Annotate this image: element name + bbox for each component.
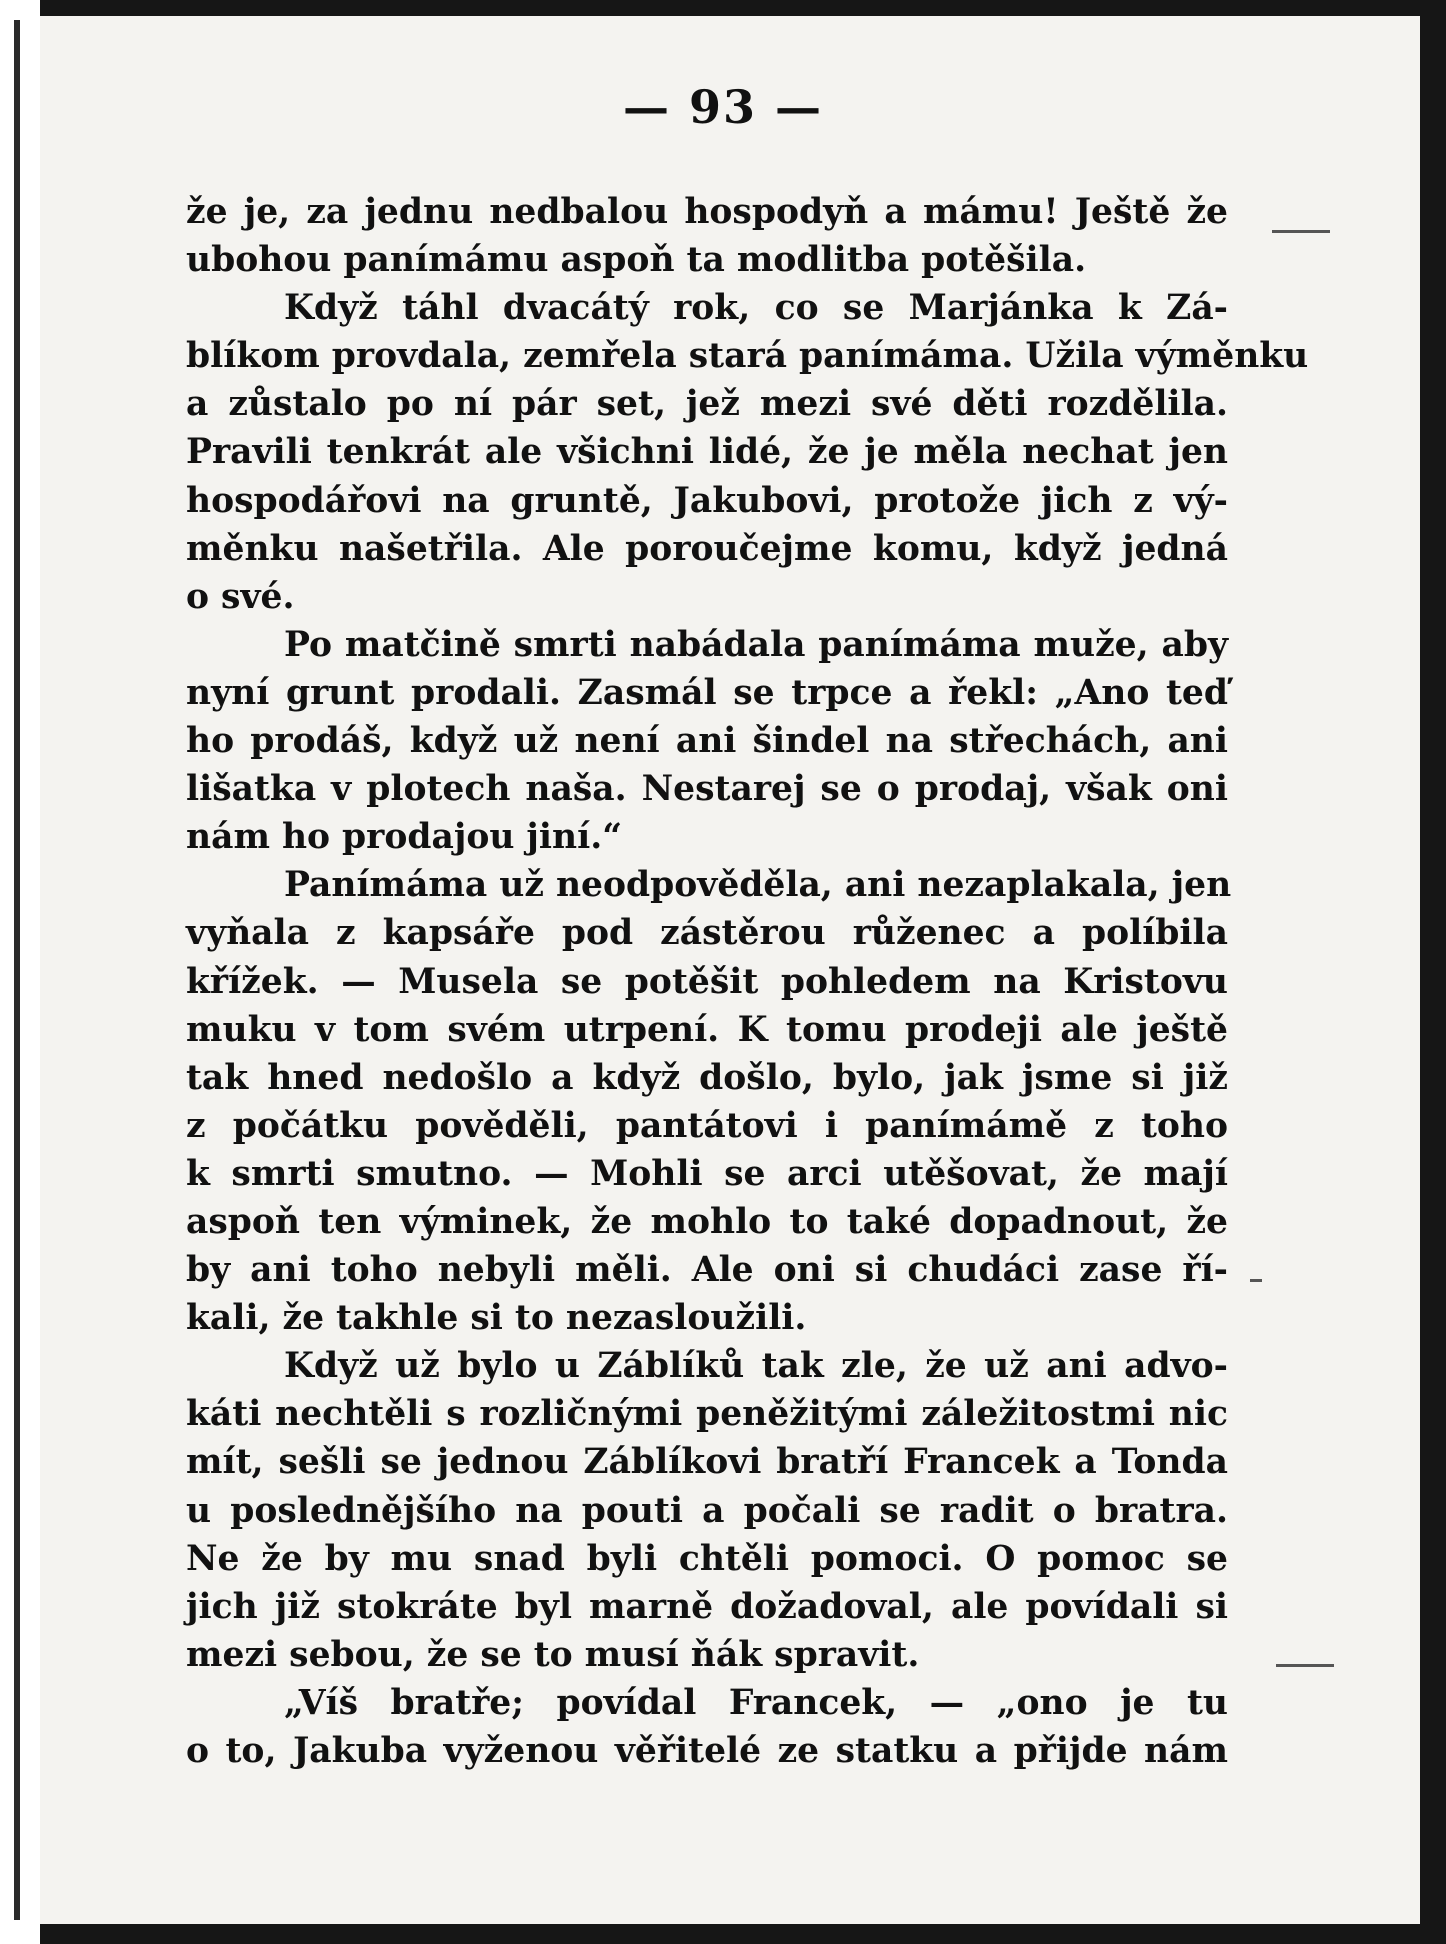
- text-line: nám ho prodajou jiní.“: [186, 817, 623, 858]
- text-line: hospodářovi na gruntě, Jakubovi, protože jich z vý-: [186, 480, 1228, 521]
- text-line: u poslednějšího na pouti a počali se radit o bratra.: [186, 1490, 1228, 1531]
- text-line: Když už bylo u Záblíků tak zle, že už ani advo-: [284, 1346, 1228, 1387]
- text-line: z počátku pověděli, pantátovi i panímámě z toho: [186, 1105, 1228, 1146]
- page-number: — 93 —: [622, 80, 824, 134]
- text-line: mít, sešli se jednou Záblíkovi bratří Francek a Tonda: [186, 1442, 1228, 1483]
- text-line: Když táhl dvacátý rok, co se Marjánka k Zá-: [284, 288, 1228, 329]
- text-line: aspoň ten výminek, že mohlo to také dopadnout, že: [186, 1201, 1228, 1242]
- binding-shadow: [14, 20, 20, 1920]
- text-line: Po matčině smrti nabádala panímáma muže, aby: [284, 624, 1228, 665]
- body-text: [186, 188, 1309, 1775]
- text-line: káti nechtěli s rozličnými peněžitými záležitostmi nic: [186, 1394, 1228, 1435]
- text-line: by ani toho nebyli měli. Ale oni si chudáci zase ří-: [186, 1250, 1228, 1291]
- text-line: kali, že takhle si to nezasloužili.: [186, 1298, 807, 1339]
- text-line: o to, Jakuba vyženou věřitelé ze statku a přijde nám: [186, 1731, 1228, 1771]
- text-line: lišatka v plotech naša. Nestarej se o prodaj, však oni: [186, 769, 1228, 810]
- text-line: blíkom provdala, zemřela stará panímáma. Užila výměnku: [186, 336, 1309, 377]
- adjacent-page-edge: [0, 0, 40, 1944]
- text-line: muku v tom svém utrpení. K tomu prodeji ale ještě: [186, 1009, 1228, 1050]
- text-line: Pravili tenkrát ale všichni lidé, že je měla nechat jen: [186, 432, 1228, 473]
- text-line: mezi sebou, že se to musí ňák spravit.: [186, 1634, 920, 1675]
- text-line: tak hned nedošlo a když došlo, bylo, jak jsme si již: [186, 1057, 1228, 1098]
- text-line: křížek. — Musela se potěšit pohledem na Kristovu: [186, 961, 1228, 1002]
- text-line: k smrti smutno. — Mohli se arci utěšovat, že mají: [186, 1153, 1228, 1194]
- text-line: vyňala z kapsáře pod zástěrou růženec a políbila: [186, 913, 1228, 954]
- text-line: nyní grunt prodali. Zasmál se trpce a řekl: „Ano teď: [186, 672, 1228, 713]
- text-line: měnku našetřila. Ale poroučejme komu, když jedná: [186, 528, 1228, 569]
- text-line: a zůstalo po ní pár set, jež mezi své děti rozdělila.: [186, 384, 1228, 425]
- margin-mark: [1250, 1279, 1262, 1282]
- text-line: že je, za jednu nedbalou hospodyň a mámu! Ještě že: [186, 192, 1228, 232]
- text-line: „Víš bratře; povídal Francek, — „ono je tu: [284, 1682, 1228, 1723]
- text-line: o své.: [186, 576, 295, 617]
- text-line: ubohou panímámu aspoň ta modlitba potěšila.: [186, 240, 1087, 281]
- text-line: Panímáma už neodpověděla, ani nezaplakala, jen: [284, 865, 1232, 906]
- text-line: ho prodáš, když už není ani šindel na střechách, ani: [186, 721, 1228, 762]
- margin-mark: [1272, 230, 1330, 233]
- text-line: jich již stokráte byl marně dožadoval, ale povídali si: [186, 1586, 1228, 1627]
- text-line: Ne že by mu snad byli chtěli pomoci. O pomoc se: [186, 1538, 1228, 1579]
- margin-mark: [1276, 1664, 1334, 1667]
